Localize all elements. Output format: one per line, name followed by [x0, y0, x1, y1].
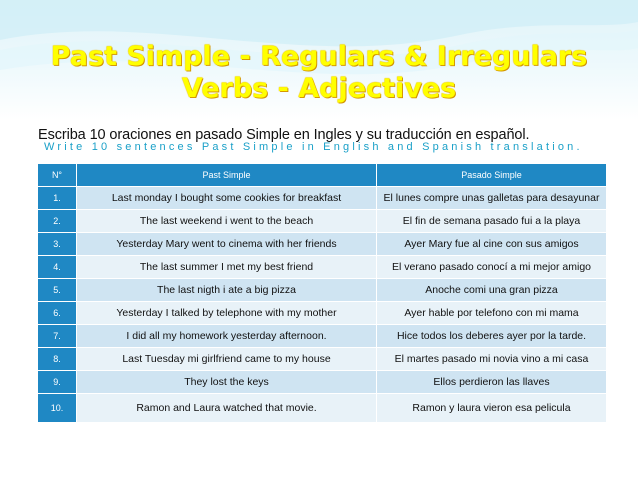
table-header-row [38, 164, 607, 187]
spanish-sentence: Ellos perdieron las llaves [377, 371, 607, 394]
english-sentence: The last summer I met my best friend [77, 256, 377, 279]
english-sentence: Yesterday I talked by telephone with my mother [77, 302, 377, 325]
spanish-sentence: Ayer Mary fue al cine con sus amigos [377, 233, 607, 256]
row-number: 6. [38, 302, 77, 325]
english-sentence: Yesterday Mary went to cinema with her friends [77, 233, 377, 256]
table-row [38, 394, 607, 423]
table-row [38, 187, 607, 210]
slide-title-line-1: Past Simple - Regulars & Irregulars [50, 41, 588, 72]
header-pasado-simple: Pasado Simple [377, 164, 607, 187]
table-row [38, 210, 607, 233]
english-sentence: Ramon and Laura watched that movie. [77, 394, 377, 423]
spanish-sentence: El fin de semana pasado fui a la playa [377, 210, 607, 233]
spanish-sentence: El martes pasado mi novia vino a mi casa [377, 348, 607, 371]
table-row [38, 279, 607, 302]
table-row [38, 256, 607, 279]
english-sentence: I did all my homework yesterday afternoon. [77, 325, 377, 348]
row-number: 1. [38, 187, 77, 210]
english-sentence: The last nigth i ate a big pizza [77, 279, 377, 302]
spanish-sentence: Hice todos los deberes ayer por la tarde. [377, 325, 607, 348]
row-number: 3. [38, 233, 77, 256]
row-number: 2. [38, 210, 77, 233]
spanish-sentence: El lunes compre unas galletas para desayunar [377, 187, 607, 210]
subtitle-text: Write 10 sentences Past Simple in English and Spanish translation. [44, 141, 583, 153]
english-sentence: Last Tuesday mi girlfriend came to my house [77, 348, 377, 371]
table-row [38, 348, 607, 371]
row-number: 5. [38, 279, 77, 302]
spanish-sentence: Anoche comi una gran pizza [377, 279, 607, 302]
slide-title-line-2: Verbs - Adjectives [181, 73, 457, 104]
row-number: 8. [38, 348, 77, 371]
row-number: 7. [38, 325, 77, 348]
header-number: N° [38, 164, 77, 187]
spanish-sentence: Ayer hable por telefono con mi mama [377, 302, 607, 325]
row-number: 9. [38, 371, 77, 394]
table-row [38, 302, 607, 325]
spanish-sentence: Ramon y laura vieron esa pelicula [377, 394, 607, 423]
table-row [38, 233, 607, 256]
header-past-simple: Past Simple [77, 164, 377, 187]
instructions-text: Escriba 10 oraciones en pasado Simple en Ingles y su traducción en español. [38, 127, 530, 143]
english-sentence: Last monday I bought some cookies for breakfast [77, 187, 377, 210]
english-sentence: They lost the keys [77, 371, 377, 394]
spanish-sentence: El verano pasado conocí a mi mejor amigo [377, 256, 607, 279]
table-row [38, 371, 607, 394]
row-number: 4. [38, 256, 77, 279]
sentences-table [37, 163, 607, 423]
english-sentence: The last weekend i went to the beach [77, 210, 377, 233]
row-number: 10. [38, 394, 77, 423]
table-row [38, 325, 607, 348]
